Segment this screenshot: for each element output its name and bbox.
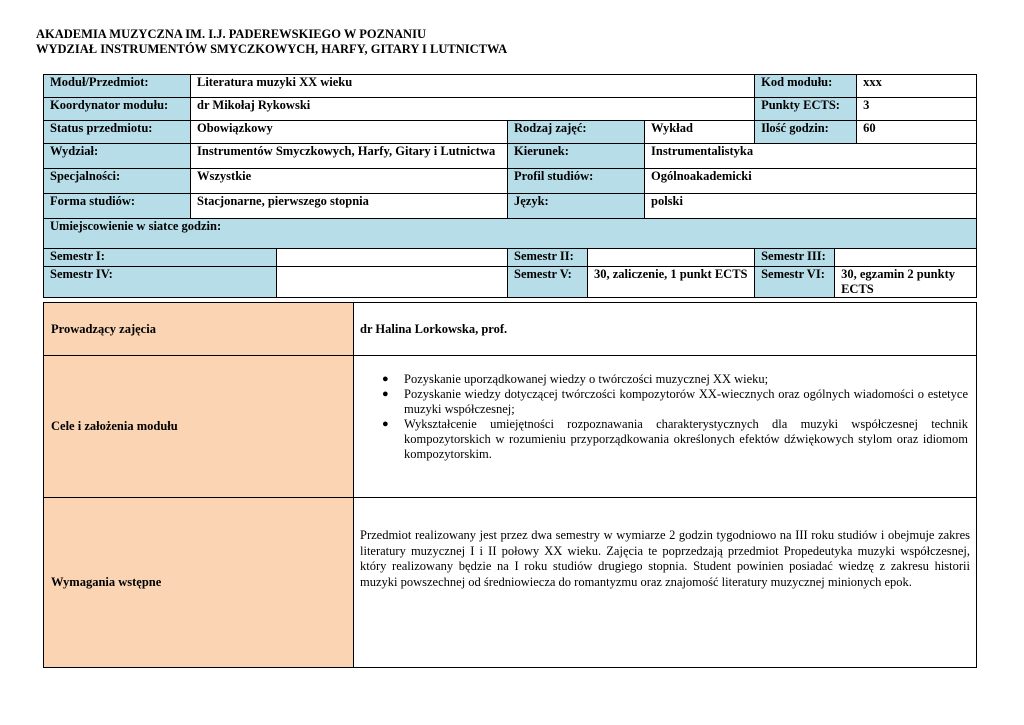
language-value: polski (645, 194, 977, 219)
study-form-label: Forma studiów: (44, 194, 191, 219)
profile-label: Profil studiów: (508, 169, 645, 194)
bullet-icon: ● (382, 373, 389, 385)
class-type-value: Wykład (645, 121, 755, 144)
objective-item: ● Pozyskanie wiedzy dotyczącej twórczości kompozytorów XX-wiecznych oraz ogólnych wiadomości o estetyce muzyki współczesnej; (382, 387, 968, 416)
field-value: Instrumentalistyka (645, 144, 977, 169)
semester-5-value: 30, zaliczenie, 1 punkt ECTS (588, 267, 755, 298)
objective-item: ● Wykształcenie umiejętności rozpoznawania charakterystycznych dla muzyki współczesnej technik kompozytorskich w rozumieniu przyporządkowania określonych efektów dźwiękowych stylom oraz idiomom kompozytorskim. (382, 417, 968, 461)
header-line-1: AKADEMIA MUZYCZNA IM. I.J. PADEREWSKIEGO W POZNANIU (36, 27, 426, 41)
hours-value: 60 (857, 121, 977, 144)
instructor-value: dr Halina Lorkowska, prof. (354, 303, 977, 356)
ects-value: 3 (857, 98, 977, 121)
document-header (36, 27, 507, 57)
study-form-value: Stacjonarne, pierwszego stopnia (191, 194, 508, 219)
header-line-2: WYDZIAŁ INSTRUMENTÓW SMYCZKOWYCH, HARFY, GITARY I LUTNICTWA (36, 42, 508, 56)
semester-1-value (277, 249, 508, 267)
ects-label: Punkty ECTS: (755, 98, 857, 121)
semester-2-label: Semestr II: (508, 249, 588, 267)
language-label: Język: (508, 194, 645, 219)
prerequisites-content (354, 498, 977, 668)
status-label: Status przedmiotu: (44, 121, 191, 144)
profile-value: Ogólnoakademicki (645, 169, 977, 194)
prerequisites-label: Wymagania wstępne (44, 498, 354, 668)
specialty-value: Wszystkie (191, 169, 508, 194)
semester-4-label: Semestr IV: (44, 267, 277, 298)
objectives-label: Cele i założenia modułu (44, 356, 354, 498)
faculty-value: Instrumentów Smyczkowych, Harfy, Gitary i Lutnictwa (191, 144, 508, 169)
objectives-list (360, 372, 970, 462)
instructor-label: Prowadzący zajęcia (44, 303, 354, 356)
faculty-label: Wydział: (44, 144, 191, 169)
objectives-content (354, 356, 977, 498)
prerequisites-text: Przedmiot realizowany jest przez dwa semestry w wymiarze 2 godzin tygodniowo na III roku studiów i obejmuje zakres literatury muzycznej I i II połowy XX wieku. Zajęcia te poprzedzają przedmiot Propedeutyka muzyki współczesnej, który realizowany będzie na I roku studiów drugiego stopnia. Student powinien posiadać wiedzę z zakresu historii muzyki powszechnej od średniowiecza do romantyzmu oraz znajomość literatury muzycznej minionych epok. (360, 528, 970, 589)
semester-6-value: 30, egzamin 2 punkty ECTS (835, 267, 977, 298)
module-value: Literatura muzyki XX wieku (191, 75, 755, 98)
semester-5-label: Semestr V: (508, 267, 588, 298)
module-code-label: Kod modułu: (755, 75, 857, 98)
module-details-table (43, 302, 977, 668)
status-value: Obowiązkowy (191, 121, 508, 144)
objective-item: ● Pozyskanie uporządkowanej wiedzy o twórczości muzycznej XX wieku; (382, 372, 769, 386)
bullet-icon: ● (382, 388, 389, 400)
field-label: Kierunek: (508, 144, 645, 169)
module-label: Moduł/Przedmiot: (44, 75, 191, 98)
hours-label: Ilość godzin: (755, 121, 857, 144)
bullet-icon: ● (382, 418, 389, 430)
module-code-value: xxx (857, 75, 977, 98)
semester-3-label: Semestr III: (755, 249, 835, 267)
semester-1-label: Semestr I: (44, 249, 277, 267)
semester-4-value (277, 267, 508, 298)
module-info-table (43, 74, 977, 298)
schedule-placement-label: Umiejscowienie w siatce godzin: (44, 219, 977, 249)
coordinator-label: Koordynator modułu: (44, 98, 191, 121)
class-type-label: Rodzaj zajęć: (508, 121, 645, 144)
coordinator-value: dr Mikołaj Rykowski (191, 98, 755, 121)
semester-2-value (588, 249, 755, 267)
semester-3-value (835, 249, 977, 267)
semester-6-label: Semestr VI: (755, 267, 835, 298)
specialty-label: Specjalności: (44, 169, 191, 194)
